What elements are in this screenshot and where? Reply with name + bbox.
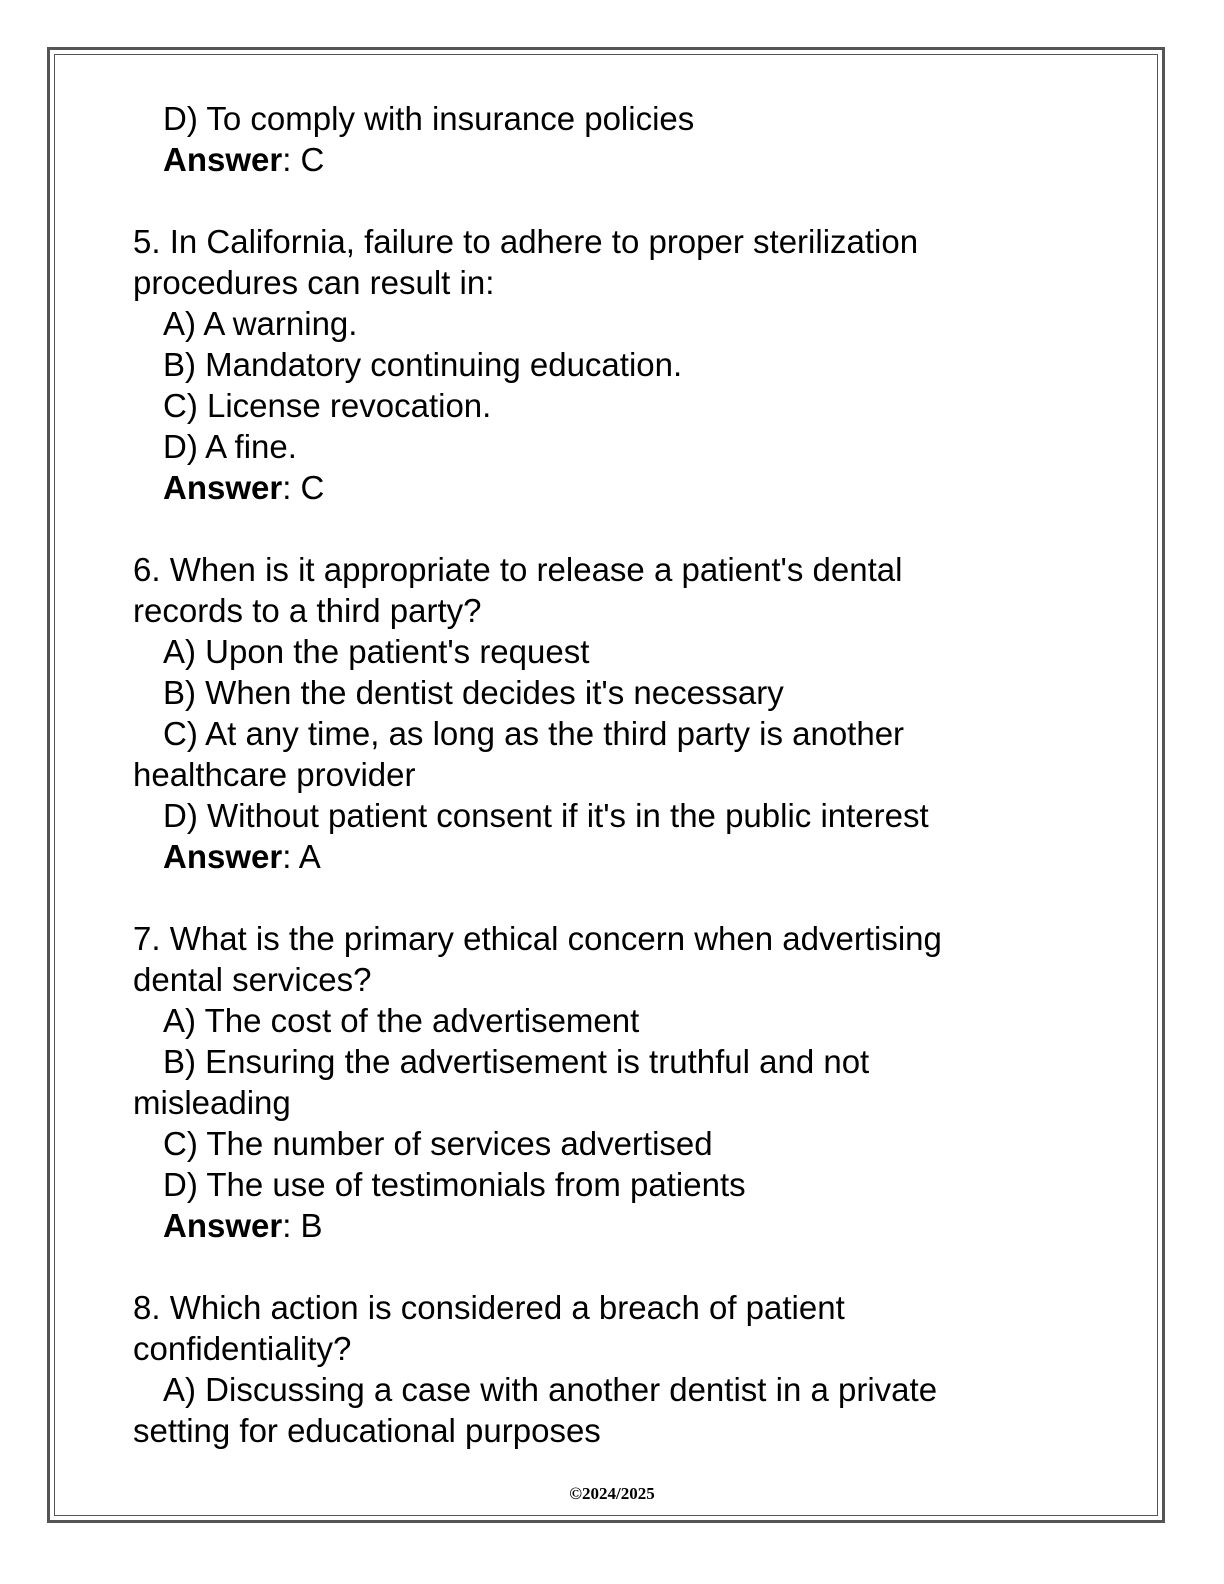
answer-line <box>133 1205 1033 1246</box>
question-stem: 6. When is it appropriate to release a patient's dental <box>133 551 903 588</box>
option-b: B) Ensuring the advertisement is truthful and not <box>163 1043 870 1080</box>
option-c: C) The number of services advertised <box>163 1125 713 1162</box>
answer-line <box>133 836 1033 877</box>
option-c: C) License revocation. <box>163 387 492 424</box>
option-a: A) The cost of the advertisement <box>163 1002 640 1039</box>
question-stem: 7. What is the primary ethical concern when advertising <box>133 920 942 957</box>
option-a: A) Discussing a case with another dentist in a private <box>163 1371 938 1408</box>
question-4-tail <box>133 98 1033 180</box>
question-stem-continued: confidentiality? <box>133 1330 352 1367</box>
document-content <box>133 98 1033 1451</box>
option-a: A) Upon the patient's request <box>163 633 590 670</box>
question-stem-continued: records to a third party? <box>133 592 482 629</box>
answer-line <box>133 139 1033 180</box>
option-a: A) A warning. <box>163 305 358 342</box>
answer-label: Answer <box>163 469 283 506</box>
option-d: D) To comply with insurance policies <box>163 100 695 137</box>
answer-value: : C <box>282 141 325 178</box>
answer-value: : B <box>282 1207 323 1244</box>
question-6 <box>133 549 1033 877</box>
spacer <box>133 180 1033 221</box>
option-b: B) Mandatory continuing education. <box>163 346 683 383</box>
question-7 <box>133 918 1033 1246</box>
question-5 <box>133 221 1033 508</box>
question-stem-continued: dental services? <box>133 961 372 998</box>
option-d: D) Without patient consent if it's in the public interest <box>163 797 929 834</box>
question-stem-continued: procedures can result in: <box>133 264 495 301</box>
spacer <box>133 508 1033 549</box>
spacer <box>133 877 1033 918</box>
option-a-continued: setting for educational purposes <box>133 1412 601 1449</box>
question-stem: 8. Which action is considered a breach of patient <box>133 1289 845 1326</box>
answer-label: Answer <box>163 838 283 875</box>
option-c: C) At any time, as long as the third party is another <box>163 715 905 752</box>
answer-label: Answer <box>163 1207 283 1244</box>
answer-value: : C <box>282 469 325 506</box>
answer-label: Answer <box>163 141 283 178</box>
option-b-continued: misleading <box>133 1084 291 1121</box>
question-8 <box>133 1287 1033 1451</box>
spacer <box>133 1246 1033 1287</box>
option-d: D) A fine. <box>163 428 297 465</box>
question-stem: 5. In California, failure to adhere to proper sterilization <box>133 223 919 260</box>
copyright-footer: ©2024/2025 <box>569 1484 655 1503</box>
answer-value: : A <box>282 838 321 875</box>
option-c-continued: healthcare provider <box>133 756 416 793</box>
answer-line <box>133 467 1033 508</box>
option-d: D) The use of testimonials from patients <box>163 1166 746 1203</box>
option-b: B) When the dentist decides it's necessary <box>163 674 784 711</box>
